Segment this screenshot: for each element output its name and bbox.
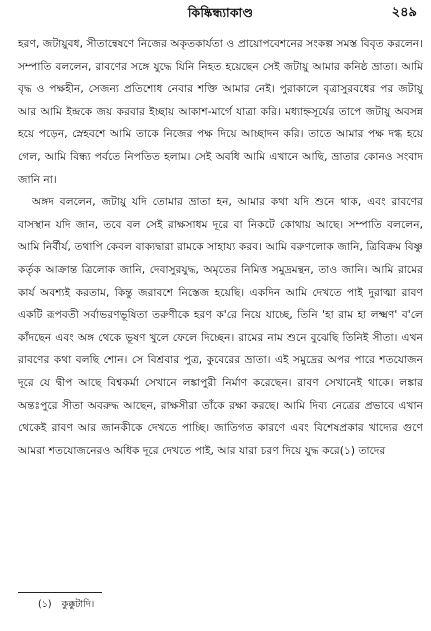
page-number: ২৪৯	[391, 5, 417, 20]
body-text	[18, 33, 423, 462]
paragraph-1: হরণ, জটায়ুবধ, সীতান্বেষণে নিজের অকৃতকার্যতা ও প্রায়োপবেশনের সংকল্প সমস্ত বিবৃত করলেন। সম্পাতি বললেন, রাবণের সঙ্গে যুদ্ধে যিনি নিহত হয়েছেন সেই জটায়ু আমার কনিষ্ঠ ভ্রাতা। আমি বৃদ্ধ ও পক্ষহীন, সেজন্য প্রতিশোধ নেবার শক্তি আমার নেই। পুরাকালে বৃত্রাসুরবধের পর জটায়ু আর আমি ইন্দ্রকে জয় করবার ইচ্ছায় আকাশ-মার্গে যাত্রা করি। মধ্যাহ্নসূর্যের তাপে জটায়ু অবসন্ন হয়ে পড়েন, স্নেহবশে আমি তাকে নিজের পক্ষ দিয়ে আচ্ছাদন করি। তাতে আমার পক্ষ দগ্ধ হয়ে গেল, আমি বিন্ধ্য পর্বতে নিপতিত হলাম। সেই অবধি আমি এখানে আছি, ভ্রাতার কোনও সংবাদ জানি না।	[18, 38, 423, 186]
page-header	[18, 0, 423, 26]
footnote	[38, 597, 94, 613]
footnote-divider	[18, 592, 102, 593]
footnote-mark: (১)	[38, 599, 52, 610]
paragraph-2: অঙ্গদ বললেন, জটায়ু যদি তোমার ভ্রাতা হন, আমার কথা যদি শুনে থাক, এবং রাবণের বাসস্থান যদি জান, তবে বল সেই রাক্ষসাধম দূরে বা নিকটে কোথায় আছে। সম্পাতি বললেন, আমি নির্বীর্য, তথাপি কেবল বাক্যদ্বারা রামকে সাহায্য করব। আমি বরুণলোক জানি, ত্রিবিক্রম বিষ্ণু কর্তৃক আক্রান্ত ত্রিলোক জানি, দেবাসুরযুদ্ধ, অমৃতের নিমিত্ত সমুদ্রমন্থন, তাও জানি। আমি রামের কার্য অবশ্যই করতাম, কিন্তু জরাবশে নিস্তেজ হয়েছি। একদিন আমি দেখতে পাই দুরাত্মা রাবণ একটি রূপবতী সর্বাভরণভূষিতা তরুণীকে হরণ ক'রে নিয়ে যাচ্ছে, তিনি 'হা রাম হা লক্ষ্মণ' ব'লে কাঁদছেন এবং অঙ্গ থেকে ভূষণ খুলে ফেলে দিচ্ছেন। রামের নাম শুনে বুঝেছি তিনিই সীতা। এখন রাবণের কথা বলছি শোন। সে বিশ্রবার পুত্র, কুবেরের ভ্রাতা। এই সমুদ্রের অপর পারে শতযোজন দূরে যে দ্বীপ আছে বিশ্বকর্মা সেখানে লঙ্কাপুরী নির্মাণ করেছেন। রাবণ সেখানেই থাকে। লঙ্কার অন্তঃপুরে সীতা অবরুদ্ধ আছেন, রাক্ষসীরা তাঁকে রক্ষা করছে। আমি দিব্য নেত্রের প্রভাবে এখান থেকেই রাবণ আর জানকীকে দেখতে পাচ্ছি। জাতিগত কারণে এবং বিশেষপ্রকার খাদ্যের গুণে আমরা শতযোজনেরও অধিক দূরে দেখতে পাই, আর যারা চরণ দিয়ে যুদ্ধ করে(১) তাদের	[18, 196, 423, 457]
footnote-text: কুক্কুটাদি।	[61, 599, 95, 610]
running-title: কিষ্কিন্ধ্যাকাণ্ড	[187, 5, 254, 20]
